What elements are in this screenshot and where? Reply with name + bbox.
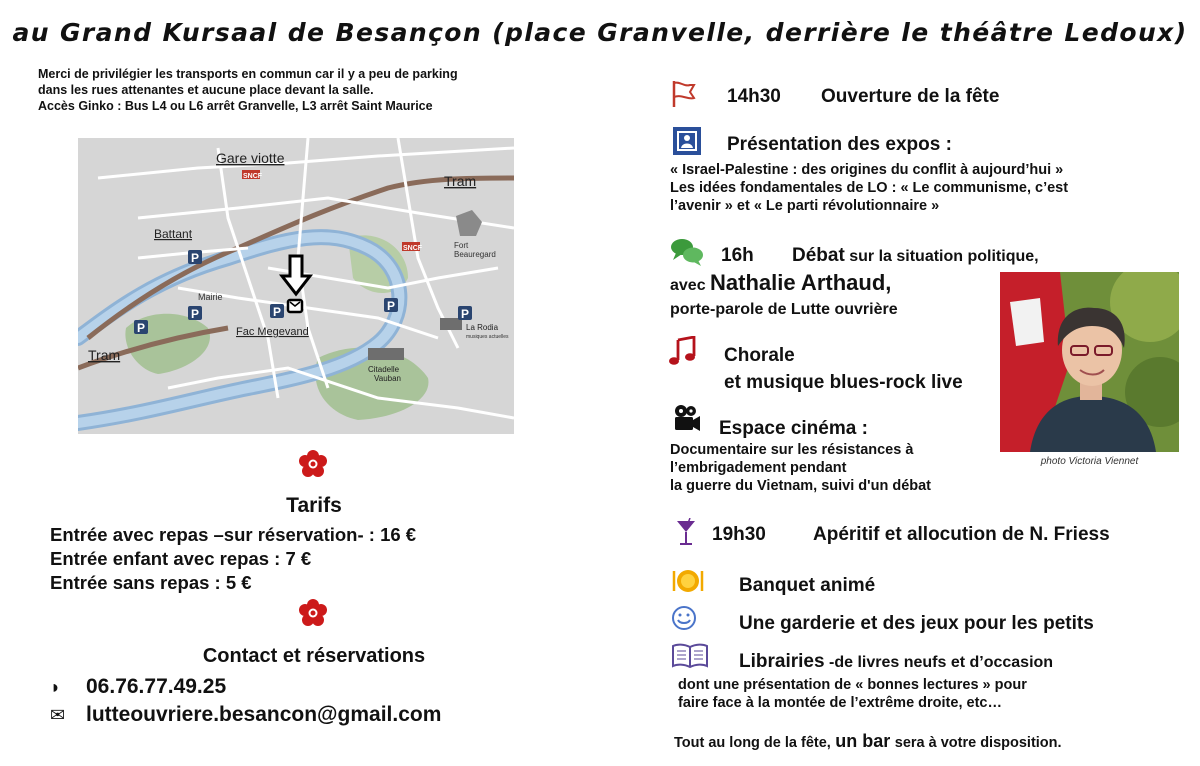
- cocktail-glass-icon: [676, 518, 696, 546]
- exhibition-icon: [672, 126, 702, 156]
- photo-credit: photo Victoria Viennet: [1040, 456, 1139, 467]
- map-label-fac: Fac Megevand: [236, 326, 309, 338]
- debate-time: 16h: [721, 245, 754, 266]
- email-address[interactable]: lutteouvriere.besancon@gmail.com: [86, 703, 442, 726]
- librairies-line-3: faire face à la montée de l’extrême droite, etc…: [678, 695, 1002, 711]
- apero-time: 19h30: [712, 524, 766, 545]
- open-book-icon: [671, 642, 709, 670]
- map-label-citadelle: Citadelle: [368, 365, 400, 374]
- sncf-badge-1: SNCF: [243, 173, 263, 180]
- debate-word: Débat: [792, 245, 845, 266]
- parking-marker-3: P: [137, 321, 146, 335]
- map-label-fort: Fort: [454, 241, 469, 250]
- cinema-line-3: la guerre du Vietnam, suivi d'un débat: [670, 478, 932, 494]
- music-note-icon: [668, 336, 698, 366]
- tarif-item: Entrée sans repas : 5 €: [50, 572, 252, 593]
- expos-line-1: « Israel-Palestine : des origines du conflit à aujourd’hui »: [670, 162, 1064, 178]
- contact-title: Contact et réservations: [202, 645, 426, 667]
- apero-label: Apéritif et allocution de N. Friess: [813, 524, 1110, 545]
- debate-with: avec: [670, 277, 706, 294]
- speaker-role: porte-parole de Lutte ouvrière: [670, 301, 898, 318]
- map-label-vauban: Vauban: [374, 374, 401, 383]
- flower-ornament-icon: [298, 598, 328, 628]
- tarif-item: Entrée enfant avec repas : 7 €: [50, 548, 312, 569]
- parking-marker-1: P: [461, 307, 470, 321]
- expos-line-2: Les idées fondamentales de LO : « Le communisme, c’est: [670, 180, 1069, 196]
- speaker-name: Nathalie Arthaud,: [710, 270, 892, 295]
- transport-line-2: dans les rues attenantes et aucune place devant la salle.: [38, 83, 374, 97]
- music-label: et musique blues-rock live: [724, 372, 963, 393]
- transport-access-prefix: Accès: [38, 99, 79, 113]
- librairies-heading: [739, 651, 1053, 673]
- banquet-plate-icon: [671, 567, 705, 595]
- map-label-rodia-sub: musiques actuelles: [466, 334, 509, 340]
- transport-info: [38, 66, 458, 114]
- debate-speaker: [670, 270, 891, 296]
- speaker-photo: [1000, 272, 1179, 452]
- map-label-mairie: Mairie: [198, 292, 223, 302]
- bar-notice: [674, 731, 1062, 752]
- location-map: [78, 138, 514, 434]
- flower-ornament-icon: [298, 449, 328, 479]
- film-camera-icon: [672, 404, 702, 434]
- map-label-tram-right: Tram: [444, 173, 477, 189]
- transport-line-3: [38, 98, 458, 114]
- expos-line-3: l’avenir » et « Le parti révolutionnaire »: [670, 198, 940, 214]
- librairies-word: Librairies: [739, 651, 825, 672]
- opening-time: 14h30: [727, 86, 781, 107]
- banquet-label: Banquet animé: [739, 575, 876, 596]
- event-location-banner: au Grand Kursaal de Besançon (place Granvelle, derrière le théâtre Ledoux): [12, 18, 1188, 47]
- parking-marker-6: P: [387, 299, 396, 313]
- tarif-item: Entrée avec repas –sur réservation- : 16 €: [50, 524, 417, 545]
- debate-topic: sur la situation politique,: [849, 248, 1039, 265]
- parking-marker-4: P: [191, 307, 200, 321]
- transport-line-1: Merci de privilégier les transports en commun car il y a peu de parking: [38, 67, 458, 81]
- map-label-beauregard: Beauregard: [454, 250, 496, 259]
- map-label-battant: Battant: [154, 227, 193, 241]
- contact-email[interactable]: [50, 703, 441, 727]
- contact-phone[interactable]: [50, 675, 226, 699]
- parking-marker-5: P: [191, 251, 200, 265]
- chorale-label: Chorale: [724, 345, 795, 366]
- transport-access-details: Ginko : Bus L4 ou L6 arrêt Granvelle, L3 arrêt Saint Maurice: [78, 99, 433, 113]
- expos-title: Présentation des expos :: [727, 134, 952, 155]
- bar-suffix: sera à votre disposition.: [894, 735, 1062, 751]
- map-graphic: [78, 138, 514, 434]
- speech-bubbles-icon: [670, 236, 704, 268]
- map-label-gare: Gare viotte: [216, 150, 285, 166]
- phone-number[interactable]: 06.76.77.49.25: [86, 675, 227, 698]
- sncf-badge-2: SNCF: [403, 245, 423, 252]
- bar-strong: un bar: [835, 731, 891, 751]
- garderie-label: Une garderie et des jeux pour les petits: [739, 613, 1094, 634]
- cinema-title: Espace cinéma :: [719, 418, 868, 439]
- cinema-line-2: l’embrigadement pendant: [670, 460, 847, 476]
- librairies-line-2: dont une présentation de « bonnes lectures » pour: [678, 677, 1027, 693]
- cinema-line-1: Documentaire sur les résistances à: [670, 442, 914, 458]
- map-label-tram-left: Tram: [88, 347, 121, 363]
- smiley-face-icon: [671, 605, 697, 631]
- envelope-icon: ✉: [50, 704, 66, 725]
- flag-icon: [670, 79, 700, 109]
- opening-label: Ouverture de la fête: [821, 86, 1000, 107]
- debate-heading: [792, 245, 1039, 267]
- bar-prefix: Tout au long de la fête,: [674, 735, 831, 751]
- librairies-rest: -de livres neufs et d’occasion: [829, 654, 1054, 671]
- tarifs-title: Tarifs: [286, 494, 342, 517]
- map-label-rodia: La Rodia: [466, 323, 499, 332]
- parking-marker-2: P: [273, 305, 282, 319]
- phone-icon: ◗: [50, 676, 61, 697]
